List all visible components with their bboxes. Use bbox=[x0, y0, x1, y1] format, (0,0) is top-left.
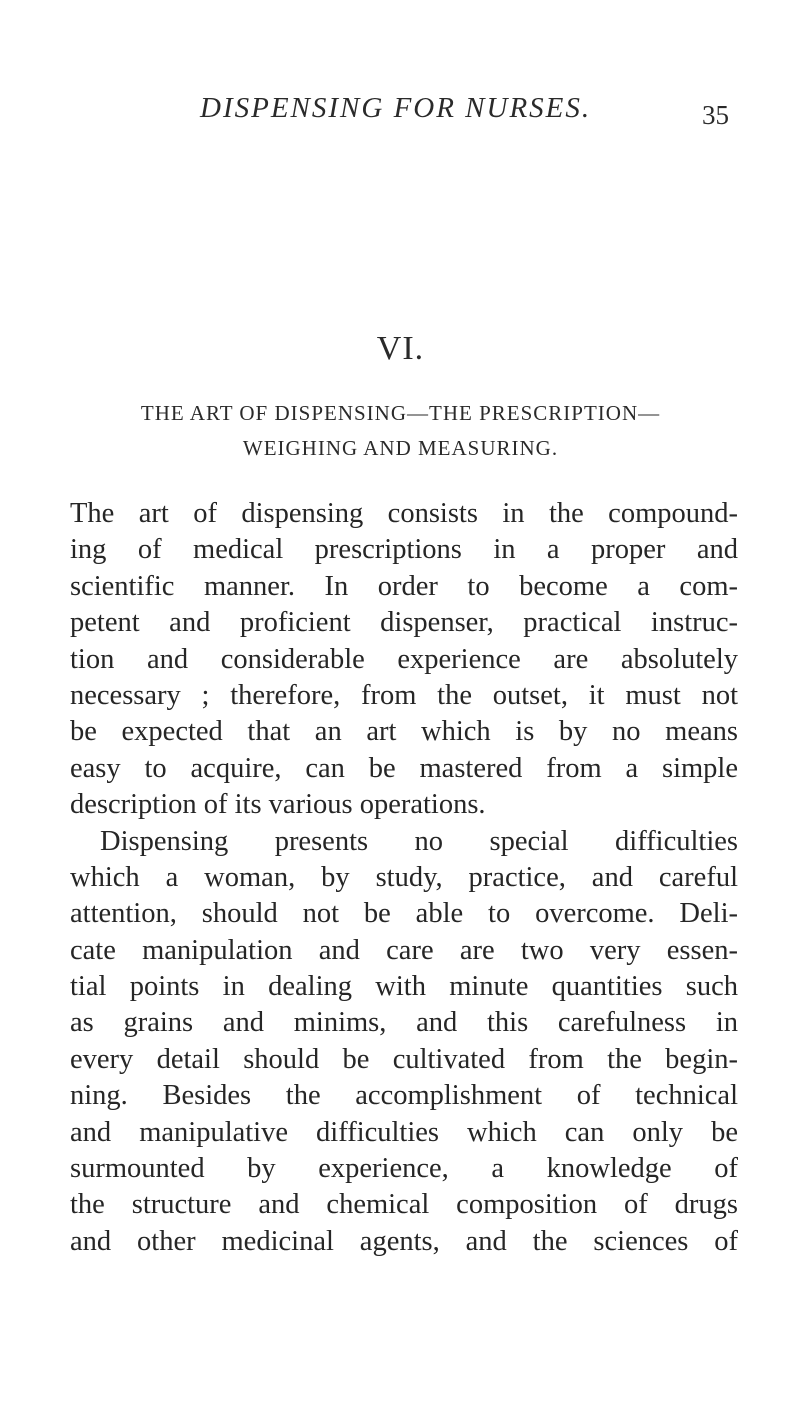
running-head: DISPENSING FOR NURSES. bbox=[200, 92, 592, 124]
chapter-number: VI. bbox=[376, 330, 425, 367]
body-line: the structure and chemical composition of drugs bbox=[70, 1189, 738, 1221]
body-line: scientific manner. In order to become a com- bbox=[70, 570, 738, 602]
body-line: ning. Besides the accomplishment of technical bbox=[70, 1080, 738, 1112]
body-line: and other medicinal agents, and the sciences of bbox=[70, 1225, 738, 1257]
body-line: necessary ; therefore, from the outset, it must not bbox=[70, 679, 738, 711]
body-line: tial points in dealing with minute quantities such bbox=[70, 971, 738, 1003]
body-line: easy to acquire, can be mastered from a simple bbox=[70, 752, 738, 784]
body-text bbox=[70, 496, 738, 1260]
body-line: petent and proficient dispenser, practical instruc- bbox=[70, 607, 738, 639]
chapter-title bbox=[100, 396, 701, 466]
body-line: every detail should be cultivated from the begin- bbox=[70, 1043, 738, 1075]
body-line: be expected that an art which is by no means bbox=[70, 716, 738, 748]
chapter-title-line: WEIGHING AND MEASURING. bbox=[242, 436, 559, 460]
body-line: The art of dispensing consists in the compound- bbox=[70, 498, 738, 529]
body-line: which a woman, by study, practice, and careful bbox=[70, 861, 738, 893]
body-line: Dispensing presents no special difficulties bbox=[100, 825, 738, 857]
chapter-title-line: THE ART OF DISPENSING—THE PRESCRIPTION— bbox=[140, 401, 661, 425]
page-number: 35 bbox=[702, 100, 729, 130]
body-line: ing of medical prescriptions in a proper and bbox=[70, 534, 738, 566]
body-line: description of its various operations. bbox=[70, 789, 486, 821]
body-line: tion and considerable experience are absolutely bbox=[70, 643, 738, 675]
body-line: attention, should not be able to overcome. Deli- bbox=[70, 898, 738, 930]
body-line: surmounted by experience, a knowledge of bbox=[70, 1153, 738, 1185]
body-line: as grains and minims, and this carefulness in bbox=[70, 1007, 738, 1039]
body-line: cate manipulation and care are two very essen- bbox=[70, 934, 738, 966]
body-line: and manipulative difficulties which can only be bbox=[70, 1116, 738, 1148]
